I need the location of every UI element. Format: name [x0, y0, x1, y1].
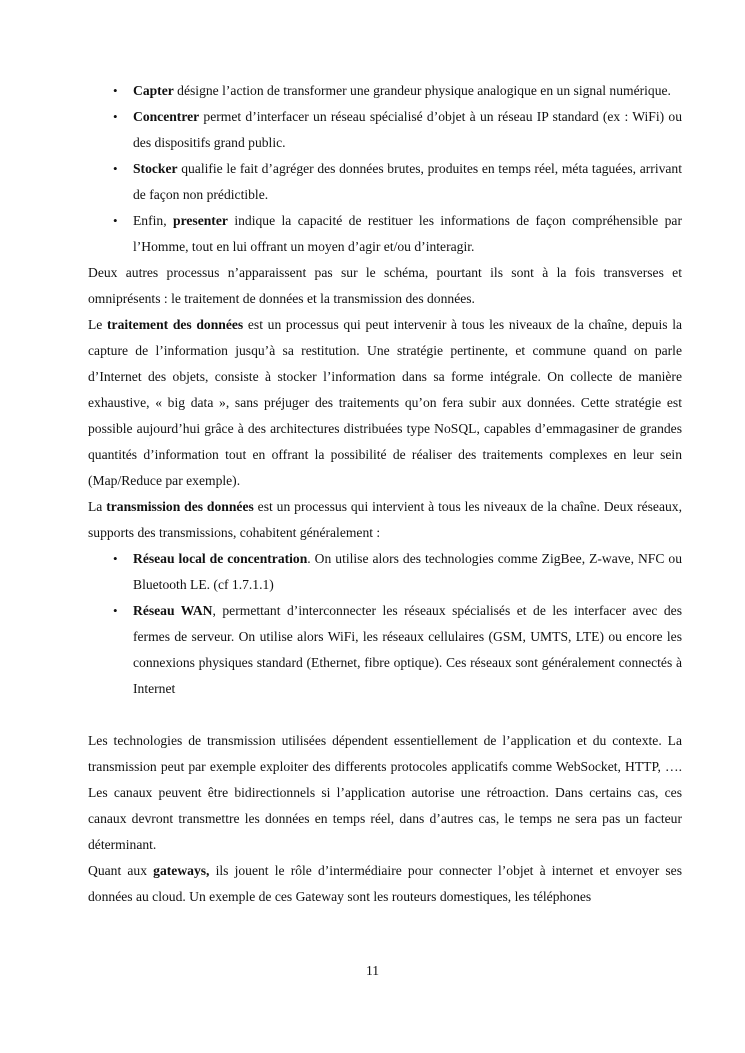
paragraph-data-transmission: [88, 494, 682, 546]
term-bold: Stocker: [133, 161, 178, 176]
paragraph-prefix: Le: [88, 317, 108, 332]
list-item-text: indique la capacité de restituer les informations de façon compréhensible par l’Homme, tout en lui offrant un moyen d’agir et/ou d’interagir.: [133, 213, 682, 254]
list-item: [88, 546, 682, 598]
paragraph-processes: Deux autres processus n’apparaissent pas sur le schéma, pourtant ils sont à la fois transverses et omniprésents : le traitement de données et la transmission des données.: [88, 265, 682, 306]
list-item: [88, 598, 682, 702]
paragraph-prefix: La: [88, 499, 107, 514]
paragraph-text: est un processus qui intervient à tous les niveaux de la chaîne. Deux réseaux, supports des transmissions, cohabitent généralement :: [88, 499, 682, 540]
bullet-icon: •: [113, 603, 118, 618]
term-bold: Réseau local de concentration: [133, 551, 308, 566]
term-bold: gateways,: [153, 863, 210, 878]
term-bold: Capter: [133, 83, 174, 98]
paragraph-spacer: [88, 702, 682, 728]
term-bold: Réseau WAN: [133, 603, 213, 618]
bullet-icon: •: [113, 551, 118, 566]
bullet-icon: •: [113, 161, 118, 176]
bullet-icon: •: [113, 213, 118, 228]
list-item: [88, 208, 682, 260]
list-item-text: désigne l’action de transformer une grandeur physique analogique en un signal numérique.: [173, 83, 671, 98]
paragraph-text: est un processus qui peut intervenir à tous les niveaux de la chaîne, depuis la capture de l’information jusqu’à sa restitution. Une stratégie pertinente, et commune quand on parle d’Internet des objets, consiste à stocker l’information dans sa forme intégrale. On collecte de manière exhaustive, « big data », sans préjuger des traitements qu’on fera subir aux données. Cette stratégie est possible aujourd’hui grâce à des architectures distribuées type NoSQL, capables d’emmagasiner de grandes quantités d’information tout en offrant la possibilité de réaliser des traitements complexes en leur sein (Map/Reduce par exemple).: [88, 317, 683, 488]
bullet-icon: •: [113, 109, 118, 124]
paragraph-gateways: [88, 858, 682, 910]
page-number: 11: [365, 963, 380, 978]
bullet-list-functions: [88, 78, 682, 260]
bullet-list-networks: [88, 546, 682, 702]
term-bold: Concentrer: [133, 109, 200, 124]
paragraph-prefix: Quant aux: [88, 863, 154, 878]
list-item: [88, 104, 682, 156]
list-item-text: qualifie le fait d’agréger des données brutes, produites en temps réel, méta taguées, arrivant de façon non prédictible.: [133, 161, 682, 202]
list-item-prefix: Enfin,: [133, 213, 174, 228]
paragraph-text: ils jouent le rôle d’intermédiaire pour connecter l’objet à internet et envoyer ses données au cloud. Un exemple de ces Gateway sont les routeurs domestiques, les téléphones: [88, 863, 682, 904]
list-item-text: . On utilise alors des technologies comme ZigBee, Z-wave, NFC ou Bluetooth LE. (cf 1.7.1.1): [133, 551, 682, 592]
list-item: [88, 78, 682, 104]
bullet-icon: •: [113, 83, 118, 98]
term-bold: transmission des données: [106, 499, 254, 514]
list-item-text: permet d’interfacer un réseau spécialisé d’objet à un réseau IP standard (ex : WiFi) ou des dispositifs grand public.: [133, 109, 682, 150]
term-bold: traitement des données: [107, 317, 244, 332]
list-item-text: , permettant d’interconnecter les réseaux spécialisés et de les interfacer avec des fermes de serveur. On utilise alors WiFi, les réseaux cellulaires (GSM, UMTS, LTE) ou encore les connexions physiques standard (Ethernet, fibre optique). Ces réseaux sont généralement connectés à Internet: [133, 603, 682, 696]
list-item: [88, 156, 682, 208]
paragraph-transmission-technologies: Les technologies de transmission utilisées dépendent essentiellement de l’application et du contexte. La transmission peut par exemple exploiter des differents protocoles applicatifs comme WebSocket, HTTP, …. Les canaux peuvent être bidirectionnels si l’application autorise une rétroaction. Dans certains cas, ces canaux devront transmettre les données en temps réel, dans d’autres cas, le temps ne sera pas un facteur déterminant.: [88, 733, 682, 852]
term-bold: presenter: [173, 213, 228, 228]
document-page: [88, 78, 682, 910]
paragraph-data-processing: [88, 312, 682, 494]
